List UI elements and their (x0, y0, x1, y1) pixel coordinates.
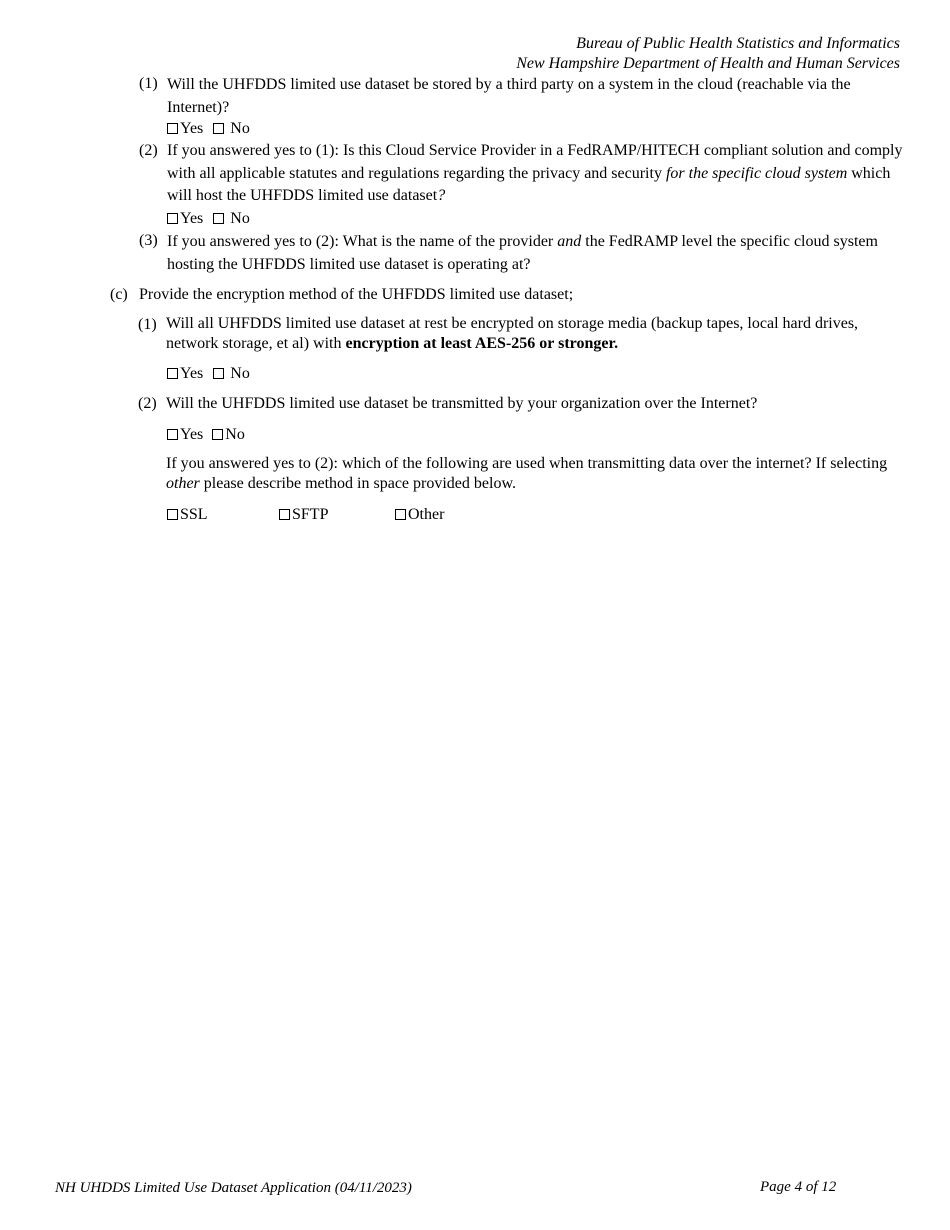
sftp-option[interactable]: SFTP (279, 505, 328, 525)
question-provider-name: If you answered yes to (2): What is the name of the provider and the FedRAMP level the specific cloud system hosting the UHFDDS limited use dataset is operating at? (167, 233, 878, 273)
footer-page-number: Page 4 of 12 (760, 1179, 837, 1195)
item-number: (1) (139, 75, 158, 92)
checkbox-icon[interactable] (167, 213, 178, 224)
checkbox-icon[interactable] (279, 509, 290, 520)
item-number: (2) (138, 395, 157, 412)
section-encryption-heading: Provide the encryption method of the UHFDDS limited use dataset; (139, 286, 574, 303)
internet-transmission-options (167, 425, 245, 445)
no-option[interactable]: No (213, 209, 250, 229)
header-department: New Hampshire Department of Health and Human Services (516, 55, 900, 72)
footer-document-title: NH UHDDS Limited Use Dataset Application (04/11/2023) (55, 1180, 412, 1196)
checkbox-icon[interactable] (167, 368, 178, 379)
checkbox-icon[interactable] (212, 429, 223, 440)
ssl-option[interactable]: SSL (167, 505, 208, 525)
item-letter: (c) (110, 286, 128, 303)
no-option[interactable]: No (213, 364, 250, 384)
other-option[interactable]: Other (395, 505, 444, 525)
no-option[interactable]: No (212, 425, 245, 445)
item-number: (1) (138, 316, 157, 333)
yes-option[interactable]: Yes (167, 119, 203, 139)
checkbox-icon[interactable] (167, 123, 178, 134)
encryption-at-rest-options (167, 364, 250, 384)
fedramp-compliance-options (167, 209, 250, 229)
header-bureau: Bureau of Public Health Statistics and Informatics (576, 35, 900, 52)
cloud-storage-options (167, 119, 250, 139)
checkbox-icon[interactable] (213, 213, 224, 224)
checkbox-icon[interactable] (213, 368, 224, 379)
yes-option[interactable]: Yes (167, 364, 203, 384)
checkbox-icon[interactable] (395, 509, 406, 520)
checkbox-icon[interactable] (167, 429, 178, 440)
question-transmission-method: If you answered yes to (2): which of the following are used when transmitting data over the internet? If selecting other please describe method in space provided below. (166, 455, 888, 492)
question-encryption-at-rest: Will all UHFDDS limited use dataset at rest be encrypted on storage media (backup tapes, local hard drives, network storage, et al) with encryption at least AES-256 or stronger. (166, 315, 859, 352)
yes-option[interactable]: Yes (167, 209, 203, 229)
checkbox-icon[interactable] (213, 123, 224, 134)
question-internet-transmission: Will the UHFDDS limited use dataset be transmitted by your organization over the Internet? (166, 395, 758, 412)
yes-option[interactable]: Yes (167, 425, 203, 445)
question-cloud-storage: Will the UHFDDS limited use dataset be stored by a third party on a system in the cloud (reachable via the Internet)? (167, 76, 851, 116)
checkbox-icon[interactable] (167, 509, 178, 520)
no-option[interactable]: No (213, 119, 250, 139)
question-fedramp-compliance: If you answered yes to (1): Is this Cloud Service Provider in a FedRAMP/HITECH compliant solution and comply with all applicable statutes and regulations regarding the privacy and security for the specific cloud system which will host the UHFDDS limited use dataset? (167, 142, 903, 204)
item-number: (3) (139, 232, 158, 249)
page-header (516, 34, 900, 74)
item-number: (2) (139, 142, 158, 159)
